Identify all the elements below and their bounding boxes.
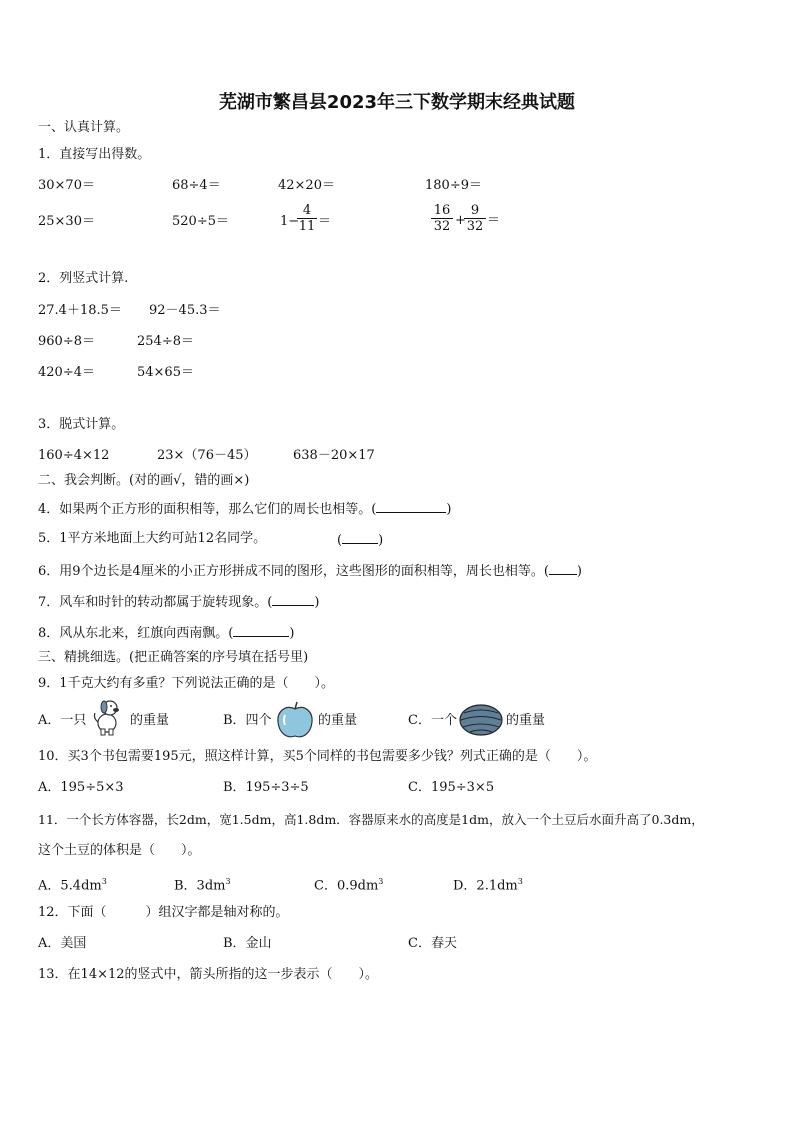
option-11c-text: C．0.9dm [314, 878, 379, 894]
oral-h-fraction-2 [464, 203, 486, 234]
oral-item-a: 30×70＝ [38, 178, 95, 193]
question-6-text: 6．用9个边长是4厘米的小正方形拼成不同的图形，这些图形的面积相等，周长也相等。( [38, 564, 549, 579]
answer-blank[interactable] [376, 500, 446, 513]
question-11-line-2: 这个土豆的体积是（ ）。 [38, 843, 201, 858]
question-6 [38, 562, 582, 580]
fraction-numerator: 4 [297, 203, 317, 219]
fraction-numerator: 16 [431, 203, 453, 219]
option-11b [174, 874, 231, 894]
option-12c: C．春天 [408, 936, 457, 951]
fraction-denominator: 32 [466, 219, 484, 234]
option-11b-text: B．3dm [174, 878, 226, 894]
option-10b: B．195÷3÷5 [223, 780, 309, 795]
vertical-item-f: 54×65＝ [137, 365, 194, 380]
vertical-item-c: 960÷8＝ [38, 334, 95, 349]
question-5: 5．1平方米地面上大约可站12名同学。 [38, 531, 267, 546]
option-12b: B．金山 [223, 936, 272, 951]
oral-item-c: 42×20＝ [278, 178, 335, 193]
exponent: 3 [378, 877, 384, 886]
oral-h-plus: + [455, 213, 466, 228]
step-item-c: 638－20×17 [293, 448, 375, 463]
option-11a-text: A．5.4dm [38, 878, 102, 894]
option-11c [314, 874, 383, 894]
question-7-text: 7．风车和时针的转动都属于旋转现象。( [38, 595, 273, 610]
question-11-line-1: 11．一个长方体容器，长2dm，宽1.5dm，高1.8dm．容器原来水的高度是1dm，放入一个土豆后水面升高了0.3dm， [38, 812, 704, 827]
oral-g-integer: 1− [280, 214, 300, 229]
question-7-close: ) [314, 595, 320, 610]
question-1: 1．直接写出得数。 [38, 147, 151, 162]
question-9: 9．1千克大约有多重？下列说法正确的是（ ）。 [38, 676, 335, 691]
step-item-a: 160÷4×12 [38, 448, 110, 463]
question-4-close: ) [446, 502, 452, 517]
question-13: 13．在14×12的竖式中，箭头所指的这一步表示（ ）。 [38, 967, 379, 982]
exponent: 3 [225, 877, 231, 886]
answer-blank[interactable] [549, 562, 577, 575]
fraction-denominator: 32 [433, 219, 451, 234]
oral-item-b: 68÷4＝ [172, 178, 221, 193]
option-11a [38, 874, 107, 894]
option-11d [453, 874, 523, 894]
question-6-close: ) [576, 564, 582, 579]
question-3: 3．脱式计算。 [38, 417, 125, 432]
option-11d-text: D．2.1dm [453, 878, 518, 894]
answer-blank[interactable] [233, 624, 289, 637]
page-title: 芜湖市繁昌县2023年三下数学期末经典试题 [218, 92, 576, 113]
question-8-close: ) [289, 626, 295, 641]
oral-h-fraction-1 [431, 203, 453, 234]
oral-g-fraction [297, 203, 317, 234]
oral-item-d: 180÷9＝ [425, 178, 482, 193]
oral-g-equals: ＝ [318, 214, 332, 229]
option-9b-prefix: B．四个 [223, 713, 272, 728]
question-5-close: ) [378, 533, 384, 548]
oral-item-f: 520÷5＝ [172, 214, 229, 229]
section-1-heading: 一、认真计算。 [38, 120, 130, 135]
option-10a: A．195÷5×3 [38, 780, 124, 795]
vertical-item-e: 420÷4＝ [38, 365, 95, 380]
watermelon-icon [458, 703, 504, 737]
option-12a: A．美国 [38, 936, 87, 951]
question-5-open: ( [337, 533, 343, 548]
question-5-answer [337, 531, 383, 549]
question-12: 12．下面（ ）组汉字都是轴对称的。 [38, 905, 289, 920]
option-9c-prefix: C．一个 [408, 713, 457, 728]
question-8-text: 8．风从东北来，红旗向西南飘。( [38, 626, 234, 641]
question-4-text: 4．如果两个正方形的面积相等，那么它们的周长也相等。( [38, 502, 377, 517]
option-9b-suffix: 的重量 [318, 713, 358, 728]
option-9c-suffix: 的重量 [506, 713, 546, 728]
answer-blank[interactable] [272, 593, 314, 606]
option-9a-prefix: A．一只 [38, 713, 87, 728]
fraction-denominator: 11 [298, 219, 316, 234]
vertical-item-d: 254÷8＝ [137, 334, 194, 349]
question-10: 10．买3个书包需要195元，照这样计算，买5个同样的书包需要多少钱？列式正确的是（ ）。 [38, 749, 597, 764]
dog-icon [91, 698, 125, 736]
section-3-heading: 三、精挑细选。(把正确答案的序号填在括号里) [38, 650, 309, 665]
exponent: 3 [101, 877, 107, 886]
apple-icon [275, 700, 315, 740]
question-2: 2．列竖式计算. [38, 271, 129, 286]
option-9a-suffix: 的重量 [130, 713, 170, 728]
oral-item-e: 25×30＝ [38, 214, 95, 229]
exponent: 3 [517, 877, 523, 886]
fraction-numerator: 9 [464, 203, 486, 219]
vertical-item-b: 92－45.3＝ [149, 303, 221, 318]
question-8 [38, 624, 294, 642]
option-10c: C．195÷3×5 [408, 780, 495, 795]
oral-h-equals: ＝ [487, 213, 501, 228]
step-item-b: 23×（76－45） [157, 448, 257, 463]
vertical-item-a: 27.4＋18.5＝ [38, 303, 122, 318]
answer-blank[interactable] [342, 531, 378, 544]
section-2-heading: 二、我会判断。(对的画√，错的画×) [38, 473, 250, 488]
question-7 [38, 593, 319, 611]
question-4 [38, 500, 451, 518]
